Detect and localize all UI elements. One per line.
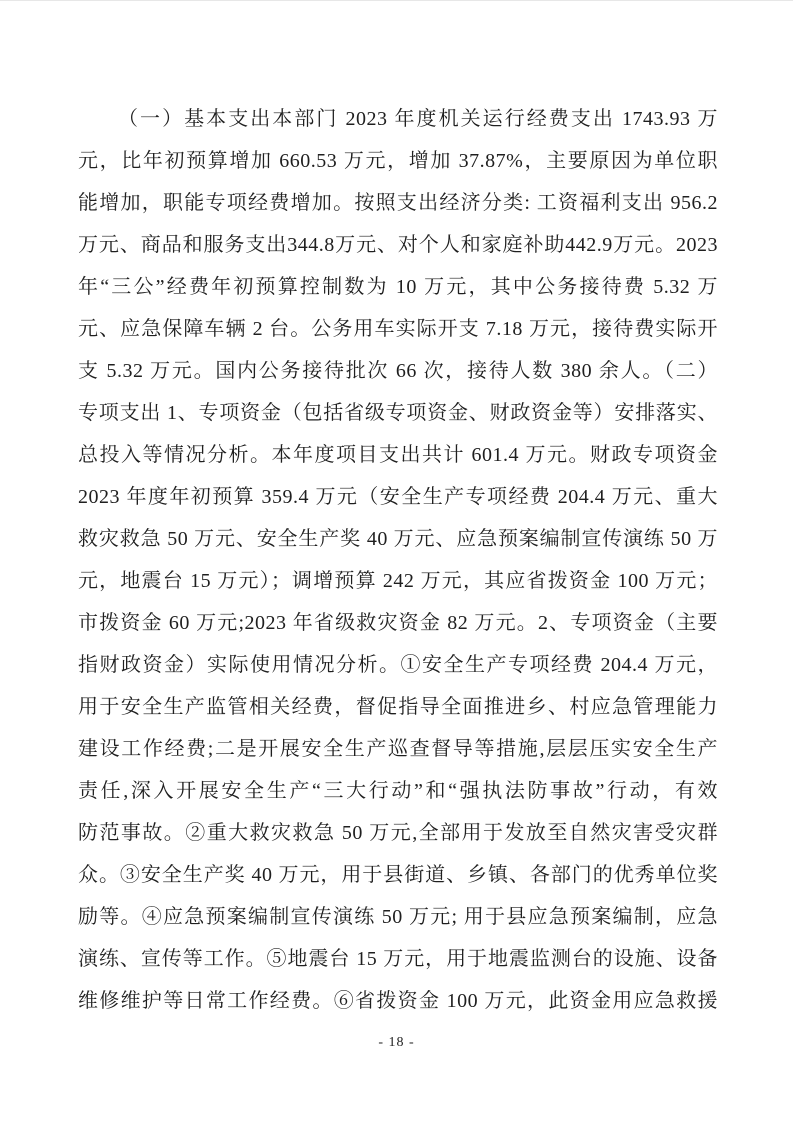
text-line: 支 5.32 万元。国内公务接待批次 66 次，接待人数 380 余人。（二） (78, 360, 718, 382)
text-line: （一）基本支出本部门 2023 年度机关运行经费支出 1743.93 万 (118, 108, 718, 130)
text-line: 专项支出 1、专项资金（包括省级专项资金、财政资金等）安排落实、 (78, 402, 718, 424)
text-line: 众。③安全生产奖 40 万元，用于县街道、乡镇、各部门的优秀单位奖 (78, 864, 718, 886)
text-line: 责任,深入开展安全生产“三大行动”和“强执法防事故”行动，有效 (78, 780, 718, 802)
text-line: 能增加，职能专项经费增加。按照支出经济分类: 工资福利支出 956.2 (78, 192, 718, 214)
text-line: 演练、宣传等工作。⑤地震台 15 万元，用于地震监测台的设施、设备 (78, 948, 718, 970)
text-line: 用于安全生产监管相关经费，督促指导全面推进乡、村应急管理能力 (78, 696, 718, 718)
text-line: 救灾救急 50 万元、安全生产奖 40 万元、应急预案编制宣传演练 50 万 (78, 528, 718, 550)
text-line: 元，地震台 15 万元）；调增预算 242 万元，其应省拨资金 100 万元； (78, 570, 718, 592)
text-line: 市拨资金 60 万元;2023 年省级救灾资金 82 万元。2、专项资金（主要 (78, 612, 718, 634)
text-line: 2023 年度年初预算 359.4 万元（安全生产专项经费 204.4 万元、重大 (78, 486, 718, 508)
text-line: 指财政资金）实际使用情况分析。①安全生产专项经费 204.4 万元， (78, 654, 718, 676)
text-line: 防范事故。②重大救灾救急 50 万元,全部用于发放至自然灾害受灾群 (78, 822, 718, 844)
text-line: 元，比年初预算增加 660.53 万元，增加 37.87%，主要原因为单位职 (78, 150, 718, 172)
text-line: 建设工作经费;二是开展安全生产巡查督导等措施,层层压实安全生产 (78, 738, 718, 760)
text-line: 年“三公”经费年初预算控制数为 10 万元，其中公务接待费 5.32 万 (78, 276, 718, 298)
text-line: 励等。④应急预案编制宣传演练 50 万元; 用于县应急预案编制，应急 (78, 906, 718, 928)
text-line: 总投入等情况分析。本年度项目支出共计 601.4 万元。财政专项资金 (78, 444, 718, 466)
page-number: - 18 - (378, 1035, 415, 1050)
document-body (78, 98, 718, 1022)
text-line: 万元、商品和服务支出344.8万元、对个人和家庭补助442.9万元。2023 (78, 234, 718, 256)
text-line: 维修维护等日常工作经费。⑥省拨资金 100 万元，此资金用应急救援 (78, 990, 718, 1012)
text-line: 元、应急保障车辆 2 台。公务用车实际开支 7.18 万元，接待费实际开 (78, 318, 718, 340)
